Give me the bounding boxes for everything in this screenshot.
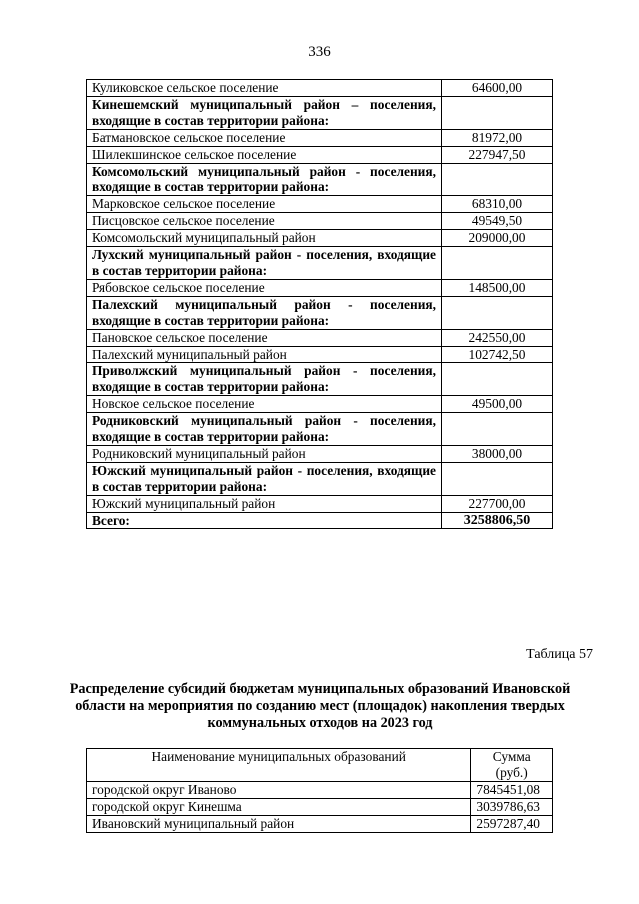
amount: 81972,00 bbox=[442, 129, 553, 146]
municipality-name: Новское сельское поселение bbox=[87, 396, 442, 413]
amount bbox=[442, 363, 553, 396]
group-name: Лухский муниципальный район - поселения, входящие в состав территории района: bbox=[87, 247, 442, 280]
municipality-name: городской округ Иваново bbox=[87, 781, 471, 798]
amount: 64600,00 bbox=[442, 80, 553, 97]
amount: 209000,00 bbox=[442, 230, 553, 247]
group-header-row bbox=[87, 462, 553, 495]
total-sum: 3258806,50 bbox=[442, 512, 553, 529]
municipality-name: Куликовское сельское поселение bbox=[87, 80, 442, 97]
group-name: Южский муниципальный район - поселения, входящие в состав территории района: bbox=[87, 462, 442, 495]
table-row bbox=[87, 230, 553, 247]
total-row bbox=[87, 512, 553, 529]
amount bbox=[442, 247, 553, 280]
municipality-name: Батмановское сельское поселение bbox=[87, 129, 442, 146]
municipality-name: Марковское сельское поселение bbox=[87, 196, 442, 213]
group-header-row bbox=[87, 413, 553, 446]
amount bbox=[442, 413, 553, 446]
header-name: Наименование муниципальных образований bbox=[87, 749, 471, 782]
table-row bbox=[87, 329, 553, 346]
amount: 102742,50 bbox=[442, 346, 553, 363]
table-row bbox=[87, 396, 553, 413]
group-header-row bbox=[87, 296, 553, 329]
amount: 68310,00 bbox=[442, 196, 553, 213]
total-label: Всего: bbox=[87, 512, 442, 529]
amount: 242550,00 bbox=[442, 329, 553, 346]
table-row bbox=[87, 129, 553, 146]
amount: 3039786,63 bbox=[471, 798, 553, 815]
table-row bbox=[87, 815, 553, 832]
amount: 49500,00 bbox=[442, 396, 553, 413]
subsidy-table-body bbox=[87, 80, 553, 513]
municipality-name: Южский муниципальный район bbox=[87, 495, 442, 512]
municipality-name: Рябовское сельское поселение bbox=[87, 279, 442, 296]
group-name: Палехский муниципальный район - поселения, входящие в состав территории района: bbox=[87, 296, 442, 329]
group-header-row bbox=[87, 363, 553, 396]
municipality-name: Ивановский муниципальный район bbox=[87, 815, 471, 832]
table-row bbox=[87, 445, 553, 462]
waste-sites-table-body bbox=[87, 749, 553, 833]
amount: 148500,00 bbox=[442, 279, 553, 296]
municipality-name: Писцовское сельское поселение bbox=[87, 213, 442, 230]
amount: 227700,00 bbox=[442, 495, 553, 512]
table-row bbox=[87, 279, 553, 296]
amount: 7845451,08 bbox=[471, 781, 553, 798]
municipality-name: городской округ Кинешма bbox=[87, 798, 471, 815]
subsidy-table-continued bbox=[86, 79, 553, 529]
amount: 49549,50 bbox=[442, 213, 553, 230]
page-number: 336 bbox=[308, 44, 331, 60]
municipality-name: Шилекшинское сельское поселение bbox=[87, 146, 442, 163]
group-header-row bbox=[87, 163, 553, 196]
amount: 38000,00 bbox=[442, 445, 553, 462]
table-header-row bbox=[87, 749, 553, 782]
table-label: Таблица 57 bbox=[526, 647, 593, 662]
municipality-name: Комсомольский муниципальный район bbox=[87, 230, 442, 247]
amount bbox=[442, 163, 553, 196]
table-row bbox=[87, 146, 553, 163]
group-name: Кинешемский муниципальный район – поселения, входящие в состав территории района: bbox=[87, 96, 442, 129]
header-sum: Сумма (руб.) bbox=[471, 749, 553, 782]
municipality-name: Пановское сельское поселение bbox=[87, 329, 442, 346]
table-row bbox=[87, 798, 553, 815]
group-name: Родниковский муниципальный район - поселения, входящие в состав территории района: bbox=[87, 413, 442, 446]
group-header-row bbox=[87, 247, 553, 280]
group-name: Комсомольский муниципальный район - поселения, входящие в состав территории района: bbox=[87, 163, 442, 196]
table-row bbox=[87, 213, 553, 230]
waste-sites-subsidy-table bbox=[86, 748, 553, 833]
amount bbox=[442, 96, 553, 129]
amount bbox=[442, 462, 553, 495]
table-row bbox=[87, 80, 553, 97]
municipality-name: Палехский муниципальный район bbox=[87, 346, 442, 363]
table-row bbox=[87, 781, 553, 798]
amount: 227947,50 bbox=[442, 146, 553, 163]
municipality-name: Родниковский муниципальный район bbox=[87, 445, 442, 462]
table-row bbox=[87, 495, 553, 512]
amount: 2597287,40 bbox=[471, 815, 553, 832]
group-name: Приволжский муниципальный район - поселения, входящие в состав территории района: bbox=[87, 363, 442, 396]
amount bbox=[442, 296, 553, 329]
table-title: Распределение субсидий бюджетам муниципальных образований Ивановской области на мероприятия по созданию мест (площадок) накопления твердых коммунальных отходов на 2023 год bbox=[69, 681, 571, 731]
table-row bbox=[87, 196, 553, 213]
group-header-row bbox=[87, 96, 553, 129]
table-row bbox=[87, 346, 553, 363]
